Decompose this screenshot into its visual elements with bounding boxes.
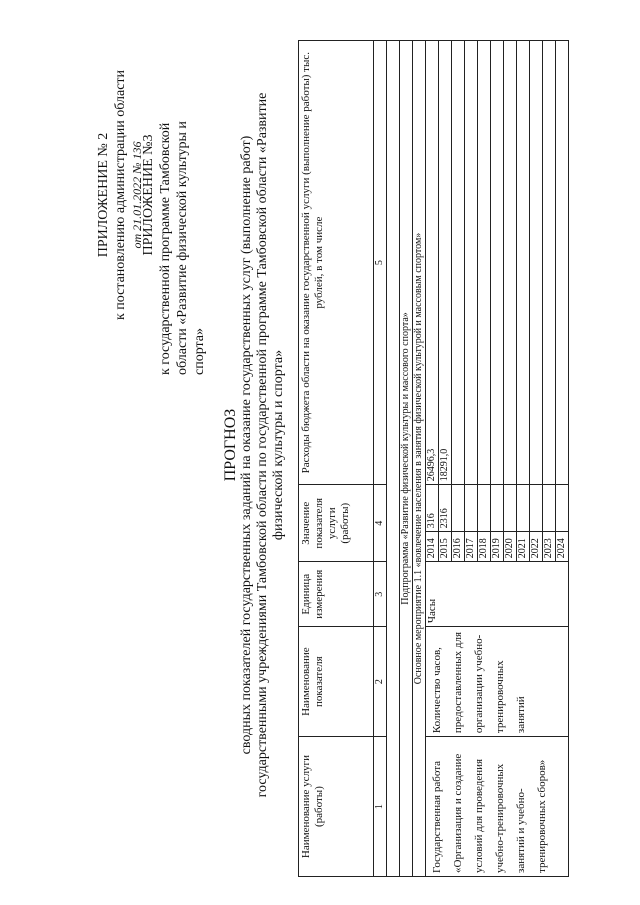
annex-2-line: к постановлению администрации области bbox=[113, 69, 128, 321]
empty-cell bbox=[387, 41, 400, 877]
annex-2-block bbox=[95, 15, 146, 375]
value-cell bbox=[530, 485, 543, 532]
expense-cell bbox=[556, 41, 569, 485]
year-cell: 2014 bbox=[426, 532, 439, 562]
column-number-row bbox=[374, 41, 387, 877]
value-cell bbox=[556, 485, 569, 532]
subprogram-title: Подпрограмма «Развитие физической культуры и массового спорта» bbox=[400, 41, 413, 877]
handwritten-signature: от 21.01.2022 № 136 bbox=[130, 141, 144, 249]
indicator-name-cell: Количество часов, предоставленных для организации учебно-тренировочных занятий bbox=[426, 627, 569, 737]
expense-cell: 18291,0 bbox=[439, 41, 452, 485]
table-row bbox=[426, 41, 439, 877]
value-cell bbox=[517, 485, 530, 532]
document-heading bbox=[223, 65, 287, 825]
value-cell bbox=[478, 485, 491, 532]
col-number: 3 bbox=[374, 562, 387, 627]
header-expenses: Расходы бюджета области на оказание государственной услуги (выполнение работы) тыс. рублей, в том числе bbox=[299, 41, 374, 485]
year-cell: 2022 bbox=[530, 532, 543, 562]
value-cell: 2316 bbox=[439, 485, 452, 532]
header-value: Значение показателя услуги (работы) bbox=[299, 485, 374, 562]
col-number: 5 bbox=[374, 41, 387, 485]
year-cell: 2017 bbox=[465, 532, 478, 562]
table-header-row bbox=[299, 41, 374, 877]
expense-cell bbox=[478, 41, 491, 485]
annex-2-title: ПРИЛОЖЕНИЕ № 2 bbox=[96, 132, 111, 258]
value-cell bbox=[491, 485, 504, 532]
heading-line-3: физической культуры и спорта» bbox=[271, 349, 286, 541]
value-cell bbox=[452, 485, 465, 532]
year-cell: 2018 bbox=[478, 532, 491, 562]
year-cell: 2019 bbox=[491, 532, 504, 562]
expense-cell bbox=[543, 41, 556, 485]
annex-3-title: ПРИЛОЖЕНИЕ №3 bbox=[141, 134, 156, 256]
annex-3-block bbox=[140, 15, 208, 375]
year-cell: 2015 bbox=[439, 532, 452, 562]
header-indicator: Наименование показателя bbox=[299, 627, 374, 737]
value-cell: 316 bbox=[426, 485, 439, 532]
expense-cell: 26496,3 bbox=[426, 41, 439, 485]
annex-3-line-2: области «Развитие физической культуры и bbox=[175, 121, 190, 375]
event-title: Основное мероприятие 1.1 «вовлечение населения в занятия физической культурой и массовым спортом» bbox=[413, 41, 426, 877]
year-cell: 2024 bbox=[556, 532, 569, 562]
service-name-cell: Государственная работа «Организация и создание условий для проведения учебно-тренировочных занятий и учебно-тренировочных сборов» bbox=[426, 737, 569, 877]
col-number: 2 bbox=[374, 627, 387, 737]
expense-cell bbox=[517, 41, 530, 485]
expense-cell bbox=[530, 41, 543, 485]
col-number: 4 bbox=[374, 485, 387, 562]
year-cell: 2023 bbox=[543, 532, 556, 562]
event-row bbox=[413, 41, 426, 877]
annex-3-line-1: к государственной программе Тамбовской bbox=[158, 122, 173, 375]
forecast-table bbox=[298, 40, 569, 877]
header-service: Наименование услуги (работы) bbox=[299, 737, 374, 877]
heading-line-1: сводных показателей государственных заданий на оказание государственных услуг (выполнение работ) bbox=[239, 135, 254, 755]
heading-line-2: государственными учреждениями Тамбовской области по государственной программе Тамбовской области «Развитие bbox=[255, 92, 270, 798]
annex-3-line-3: спорта» bbox=[192, 327, 207, 375]
col-number: 1 bbox=[374, 737, 387, 877]
unit-cell: Часы bbox=[426, 562, 569, 627]
heading-title: ПРОГНОЗ bbox=[222, 408, 239, 482]
expense-cell bbox=[452, 41, 465, 485]
year-cell: 2020 bbox=[504, 532, 517, 562]
year-cell: 2021 bbox=[517, 532, 530, 562]
expense-cell bbox=[465, 41, 478, 485]
subprogram-row bbox=[400, 41, 413, 877]
value-cell bbox=[543, 485, 556, 532]
expense-cell bbox=[504, 41, 517, 485]
header-unit: Единица измерения bbox=[299, 562, 374, 627]
year-cell: 2016 bbox=[452, 532, 465, 562]
value-cell bbox=[465, 485, 478, 532]
value-cell bbox=[504, 485, 517, 532]
empty-row bbox=[387, 41, 400, 877]
expense-cell bbox=[491, 41, 504, 485]
